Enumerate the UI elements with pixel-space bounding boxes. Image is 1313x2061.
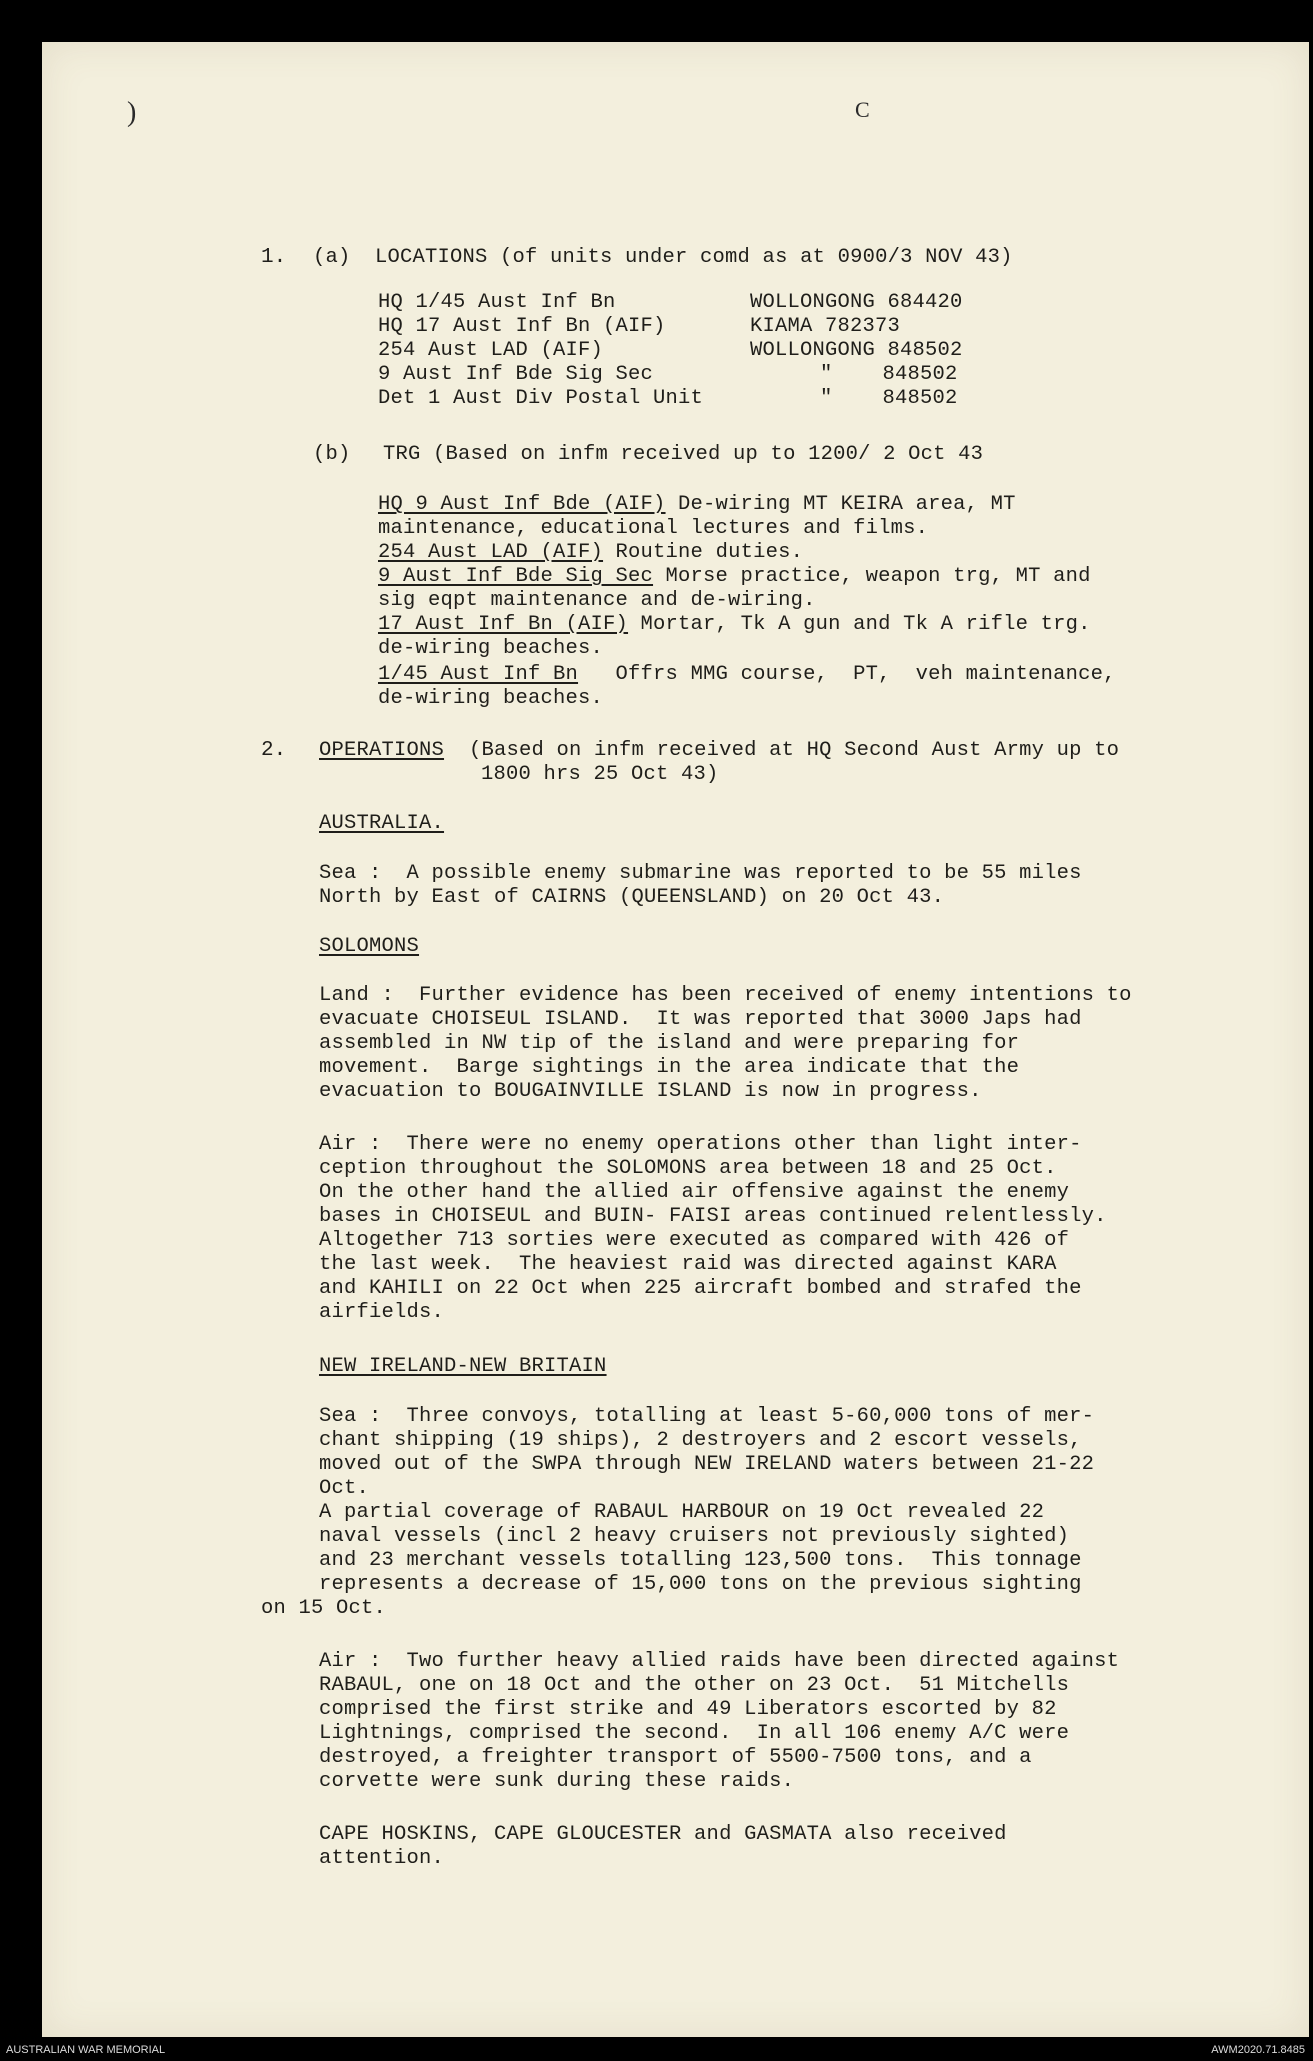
training-entry-cont: de-wiring beaches.: [378, 687, 604, 710]
locations-heading: LOCATIONS (of units under comd as at 0900/3 NOV 43): [375, 246, 1013, 269]
section-1b-label: (b): [313, 443, 351, 466]
para-line: evacuation to BOUGAINVILLE ISLAND is now in progress.: [319, 1080, 982, 1103]
para-line: destroyed, a freighter transport of 5500-7500 tons, and a: [319, 1746, 1032, 1769]
unit-location: " 848502: [820, 387, 958, 410]
unit-location: " 848502: [820, 363, 958, 386]
new-ireland-new-britain-heading: NEW IRELAND-NEW BRITAIN: [319, 1355, 607, 1378]
para-line: Altogether 713 sorties were executed as compared with 426 of: [319, 1229, 1070, 1252]
training-entry-cont: maintenance, educational lectures and films.: [378, 517, 929, 540]
para-line: North by East of CAIRNS (QUEENSLAND) on 20 Oct 43.: [319, 886, 945, 909]
para-line: A partial coverage of RABAUL HARBOUR on 19 Oct revealed 22: [319, 1501, 1045, 1524]
unit-location: WOLLONGONG 684420: [750, 291, 963, 314]
unit-location: KIAMA 782373: [750, 315, 901, 338]
training-entry: 1/45 Aust Inf Bn Offrs MMG course, PT, veh maintenance,: [378, 663, 1116, 686]
archive-footer: [0, 2039, 1313, 2061]
para-line: and KAHILI on 22 Oct when 225 aircraft bombed and strafed the: [319, 1277, 1082, 1300]
para-line: represents a decrease of 15,000 tons on the previous sighting: [319, 1573, 1082, 1596]
para-line: assembled in NW tip of the island and were preparing for: [319, 1032, 1020, 1055]
section-2-number: 2.: [261, 739, 287, 762]
footer-institution: AUSTRALIAN WAR MEMORIAL: [6, 2044, 166, 2056]
training-entry: 254 Aust LAD (AIF) Routine duties.: [378, 541, 804, 564]
para-line: on 15 Oct.: [261, 1597, 387, 1620]
para-line: Air : Two further heavy allied raids have been directed against: [319, 1650, 1120, 1673]
unit-location: WOLLONGONG 848502: [750, 339, 963, 362]
para-line: Air : There were no enemy operations other than light inter-: [319, 1133, 1082, 1156]
para-line: Sea : A possible enemy submarine was reported to be 55 miles: [319, 862, 1082, 885]
para-line: evacuate CHOISEUL ISLAND. It was reported that 3000 Japs had: [319, 1008, 1082, 1031]
para-line: Land : Further evidence has been received of enemy intentions to: [319, 984, 1132, 1007]
para-line: attention.: [319, 1847, 445, 1870]
training-entry: 9 Aust Inf Bde Sig Sec Morse practice, weapon trg, MT and: [378, 565, 1091, 588]
para-line: and 23 merchant vessels totalling 123,500 tons. This tonnage: [319, 1549, 1082, 1572]
para-line: the last week. The heaviest raid was directed against KARA: [319, 1253, 1057, 1276]
unit-name: Det 1 Aust Div Postal Unit: [378, 387, 704, 410]
section-1a-label: (a): [313, 246, 351, 269]
unit-name: 9 Aust Inf Bde Sig Sec: [378, 363, 654, 386]
para-line: chant shipping (19 ships), 2 destroyers and 2 escort vessels,: [319, 1429, 1082, 1452]
training-entry-cont: de-wiring beaches.: [378, 637, 604, 660]
para-line: airfields.: [319, 1301, 445, 1324]
para-line: CAPE HOSKINS, CAPE GLOUCESTER and GASMATA also received: [319, 1823, 1007, 1846]
para-line: naval vessels (incl 2 heavy cruisers not previously sighted): [319, 1525, 1070, 1548]
para-line: moved out of the SWPA through NEW IRELAND waters between 21-22: [319, 1453, 1095, 1476]
operations-heading-line: OPERATIONS (Based on infm received at HQ Second Aust Army up to: [319, 739, 1120, 762]
para-line: bases in CHOISEUL and BUIN- FAISI areas continued relentlessly.: [319, 1205, 1107, 1228]
training-entry: 17 Aust Inf Bn (AIF) Mortar, Tk A gun and Tk A rifle trg.: [378, 613, 1091, 636]
para-line: Sea : Three convoys, totalling at least 5-60,000 tons of mer-: [319, 1405, 1095, 1428]
section-1-number: 1.: [261, 246, 287, 269]
para-line: On the other hand the allied air offensive against the enemy: [319, 1181, 1070, 1204]
para-line: Lightnings, comprised the second. In all 106 enemy A/C were: [319, 1722, 1070, 1745]
margin-mark-right: C: [855, 97, 870, 122]
unit-name: HQ 17 Aust Inf Bn (AIF): [378, 315, 666, 338]
para-line: ception throughout the SOLOMONS area between 18 and 25 Oct.: [319, 1157, 1057, 1180]
unit-name: HQ 1/45 Aust Inf Bn: [378, 291, 616, 314]
margin-mark-left: ): [127, 97, 137, 128]
para-line: movement. Barge sightings in the area indicate that the: [319, 1056, 1020, 1079]
australia-heading: AUSTRALIA.: [319, 812, 445, 835]
para-line: Oct.: [319, 1477, 370, 1500]
solomons-heading: SOLOMONS: [319, 935, 420, 958]
para-line: comprised the first strike and 49 Liberators escorted by 82: [319, 1698, 1057, 1721]
para-line: RABAUL, one on 18 Oct and the other on 23 Oct. 51 Mitchells: [319, 1674, 1070, 1697]
training-entry-cont: sig eqpt maintenance and de-wiring.: [378, 589, 816, 612]
para-line: corvette were sunk during these raids.: [319, 1770, 795, 1793]
training-entry: HQ 9 Aust Inf Bde (AIF) De-wiring MT KEIRA area, MT: [378, 493, 1016, 516]
footer-reference: AWM2020.71.8485: [1211, 2044, 1305, 2056]
operations-subheading: 1800 hrs 25 Oct 43): [481, 763, 719, 786]
training-heading: TRG (Based on infm received up to 1200/ 2 Oct 43: [383, 443, 984, 466]
unit-name: 254 Aust LAD (AIF): [378, 339, 604, 362]
